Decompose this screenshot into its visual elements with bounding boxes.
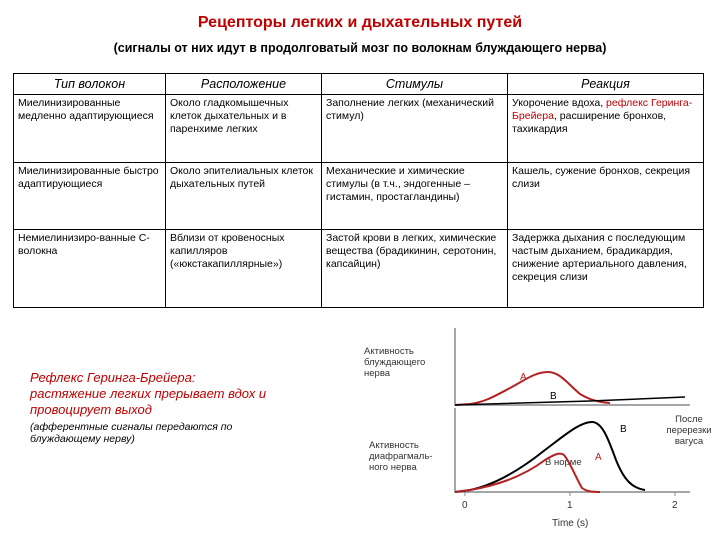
table-row (14, 95, 704, 163)
page-title: Рецепторы легких и дыхательных путей (197, 14, 523, 31)
upper-label-b: B (550, 391, 557, 402)
reflex-description (30, 370, 270, 445)
hering-breuer-highlight: рефлекс Геринга-Брейера (512, 97, 693, 122)
label-after-vagotomy: После перерезки вагуса (666, 414, 712, 447)
upper-label-a: A (520, 372, 527, 383)
cell-fiber: Миелинизированные медленно адаптирующиеся (14, 95, 166, 163)
upper-panel-frame (455, 328, 690, 405)
x-axis-label: Time (s) (552, 518, 589, 529)
lower-panel-frame (455, 408, 690, 492)
header-fiber-type: Тип волокон (14, 74, 166, 95)
reaction-text: , расширение бронхов, тахикардия (512, 110, 667, 135)
reflex-text: Рефлекс Геринга-Брейера: растяжение легких прерывает вдох и провоцирует выход (30, 370, 267, 417)
label-normal: В норме (545, 457, 582, 468)
tick-label-2: 2 (672, 500, 678, 511)
header-location: Расположение (166, 74, 322, 95)
cell-location: Вблизи от кровеносных капилляров («юкстакапиллярные») (166, 230, 322, 308)
cell-fiber: Немиелинизиро-ванные С-волокна (14, 230, 166, 308)
phrenic-curve-normal (455, 454, 600, 492)
table-row (14, 230, 704, 308)
cell-reaction (508, 95, 704, 163)
cell-stimulus: Застой крови в легких, химические вещества (брадикинин, серотонин, капсайцин) (322, 230, 508, 308)
table-row (14, 163, 704, 230)
cell-location: Около гладкомышечных клеток дыхательных и в паренхиме легких (166, 95, 322, 163)
tick-label-1: 1 (567, 500, 573, 511)
reflex-main-text (30, 370, 270, 418)
lower-label-b: B (620, 424, 627, 435)
receptor-table (13, 73, 704, 308)
label-phrenic-activity: Активность диафрагмаль-ного нерва (369, 440, 433, 473)
vagus-curve-a (455, 372, 610, 405)
cell-reaction: Задержка дыхания с последующим частым дыханием, брадикардия, снижение артериального давления, секреция слизи (508, 230, 704, 308)
cell-reaction: Кашель, сужение бронхов, секреция слизи (508, 163, 704, 230)
lower-label-a: A (595, 452, 602, 463)
breathing-graph (440, 320, 690, 535)
header-stimulus: Стимулы (322, 74, 508, 95)
cell-stimulus: Заполнение легких (механический стимул) (322, 95, 508, 163)
tick-label-0: 0 (462, 500, 468, 511)
table-header-row (14, 74, 704, 95)
cell-fiber: Миелинизированные быстро адаптирующиеся (14, 163, 166, 230)
cell-stimulus: Механические и химические стимулы (в т.ч., эндогенные – гистамин, простагландины) (322, 163, 508, 230)
reaction-text: Укорочение вдоха, (512, 97, 607, 109)
cell-location: Около эпителиальных клеток дыхательных путей (166, 163, 322, 230)
header-reaction: Реакция (508, 74, 704, 95)
reflex-note: (афферентные сигналы передаются по блуждающему нерву) (30, 421, 233, 445)
label-vagus-activity: Активность блуждающего нерва (364, 346, 426, 379)
page-subtitle: (сигналы от них идут в продолговатый мозг по волокнам блуждающего нерва) (113, 41, 607, 55)
